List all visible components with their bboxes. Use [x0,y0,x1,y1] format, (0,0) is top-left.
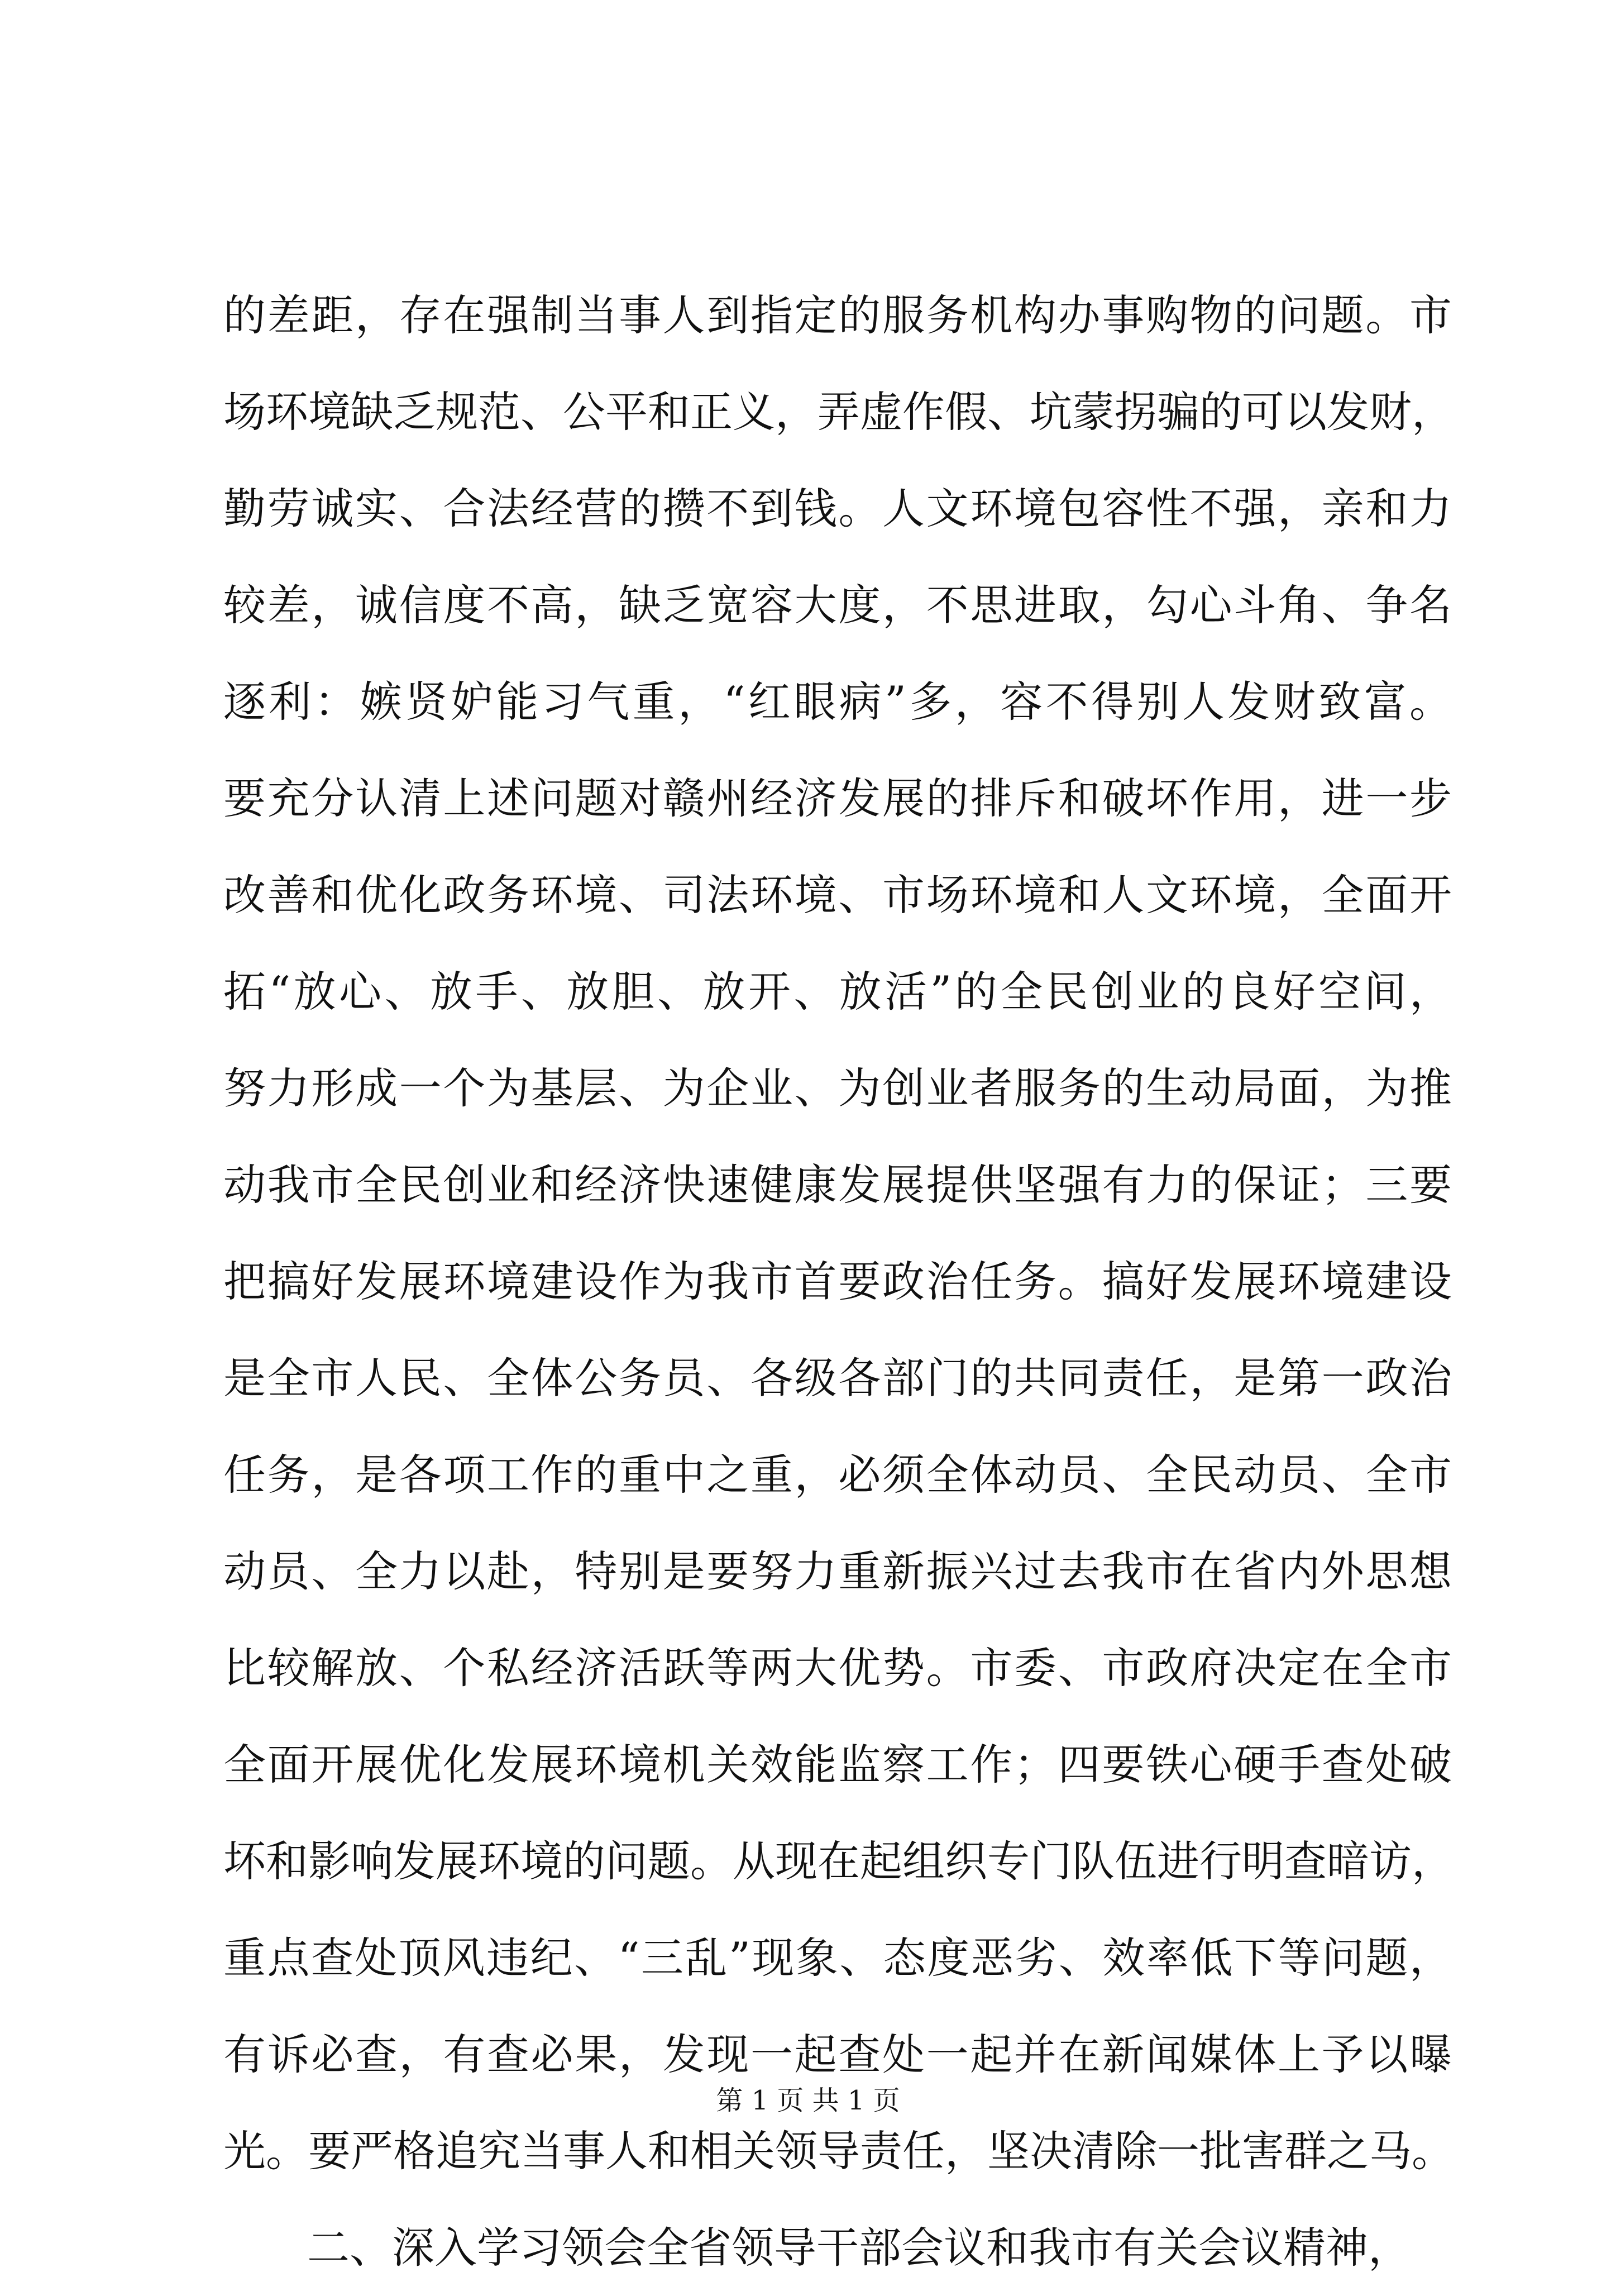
text-line: 比较解放、个私经济活跃等两大优势。市委、市政府决定在全市 [223,1643,1452,1693]
body-text [223,267,1452,2296]
text-line: 勤劳诚实、合法经营的攒不到钱。人文环境包容性不强，亲和力 [223,484,1452,533]
text-line: 把搞好发展环境建设作为我市首要政治任务。搞好发展环境建设 [223,1257,1452,1306]
text-line: 场环境缺乏规范、公平和正义，弄虚作假、坑蒙拐骗的可以发财， [223,387,1454,437]
text-line: 有诉必查，有查必果，发现一起查处一起并在新闻媒体上予以曝 [223,2030,1452,2079]
text-line: 逐利：嫉贤妒能习气重，“红眼病”多，容不得别人发财致富。 [223,677,1452,727]
text-line: 重点查处顶风违纪、“三乱”现象、态度恶劣、效率低下等问题， [223,1933,1452,1983]
section-heading-line: 二、深入学习领会全省领导干部会议和我市有关会议精神， [307,2223,1411,2273]
text-line: 全面开展优化发展环境机关效能监察工作；四要铁心硬手查处破 [223,1740,1452,1789]
text-line: 改善和优化政务环境、司法环境、市场环境和人文环境，全面开 [223,870,1452,920]
text-line: 较差，诚信度不高，缺乏宽容大度，不思进取，勾心斗角、争名 [223,580,1452,630]
text-line: 坏和影响发展环境的问题。从现在起组织专门队伍进行明查暗访， [223,1836,1454,1886]
text-line: 是全市人民、全体公务员、各级各部门的共同责任，是第一政治 [223,1353,1452,1403]
page-number-label: 第 1 页 共 1 页 [716,2085,900,2116]
text-line: 任务，是各项工作的重中之重，必须全体动员、全民动员、全市 [223,1450,1452,1500]
text-line: 的差距，存在强制当事人到指定的服务机构办事购物的问题。市 [223,290,1452,340]
text-line: 动员、全力以赴，特别是要努力重新振兴过去我市在省内外思想 [223,1546,1452,1596]
text-line: 光。要严格追究当事人和相关领导责任，坚决清除一批害群之马。 [223,2126,1454,2176]
text-line: 拓“放心、放手、放胆、放开、放活”的全民创业的良好空间， [223,967,1452,1016]
text-line: 努力形成一个为基层、为企业、为创业者服务的生动局面，为推 [223,1063,1452,1113]
text-line: 动我市全民创业和经济快速健康发展提供坚强有力的保证；三要 [223,1160,1452,1210]
page-footer [0,2079,1616,2117]
text-line: 要充分认清上述问题对赣州经济发展的排斥和破坏作用，进一步 [223,774,1452,823]
